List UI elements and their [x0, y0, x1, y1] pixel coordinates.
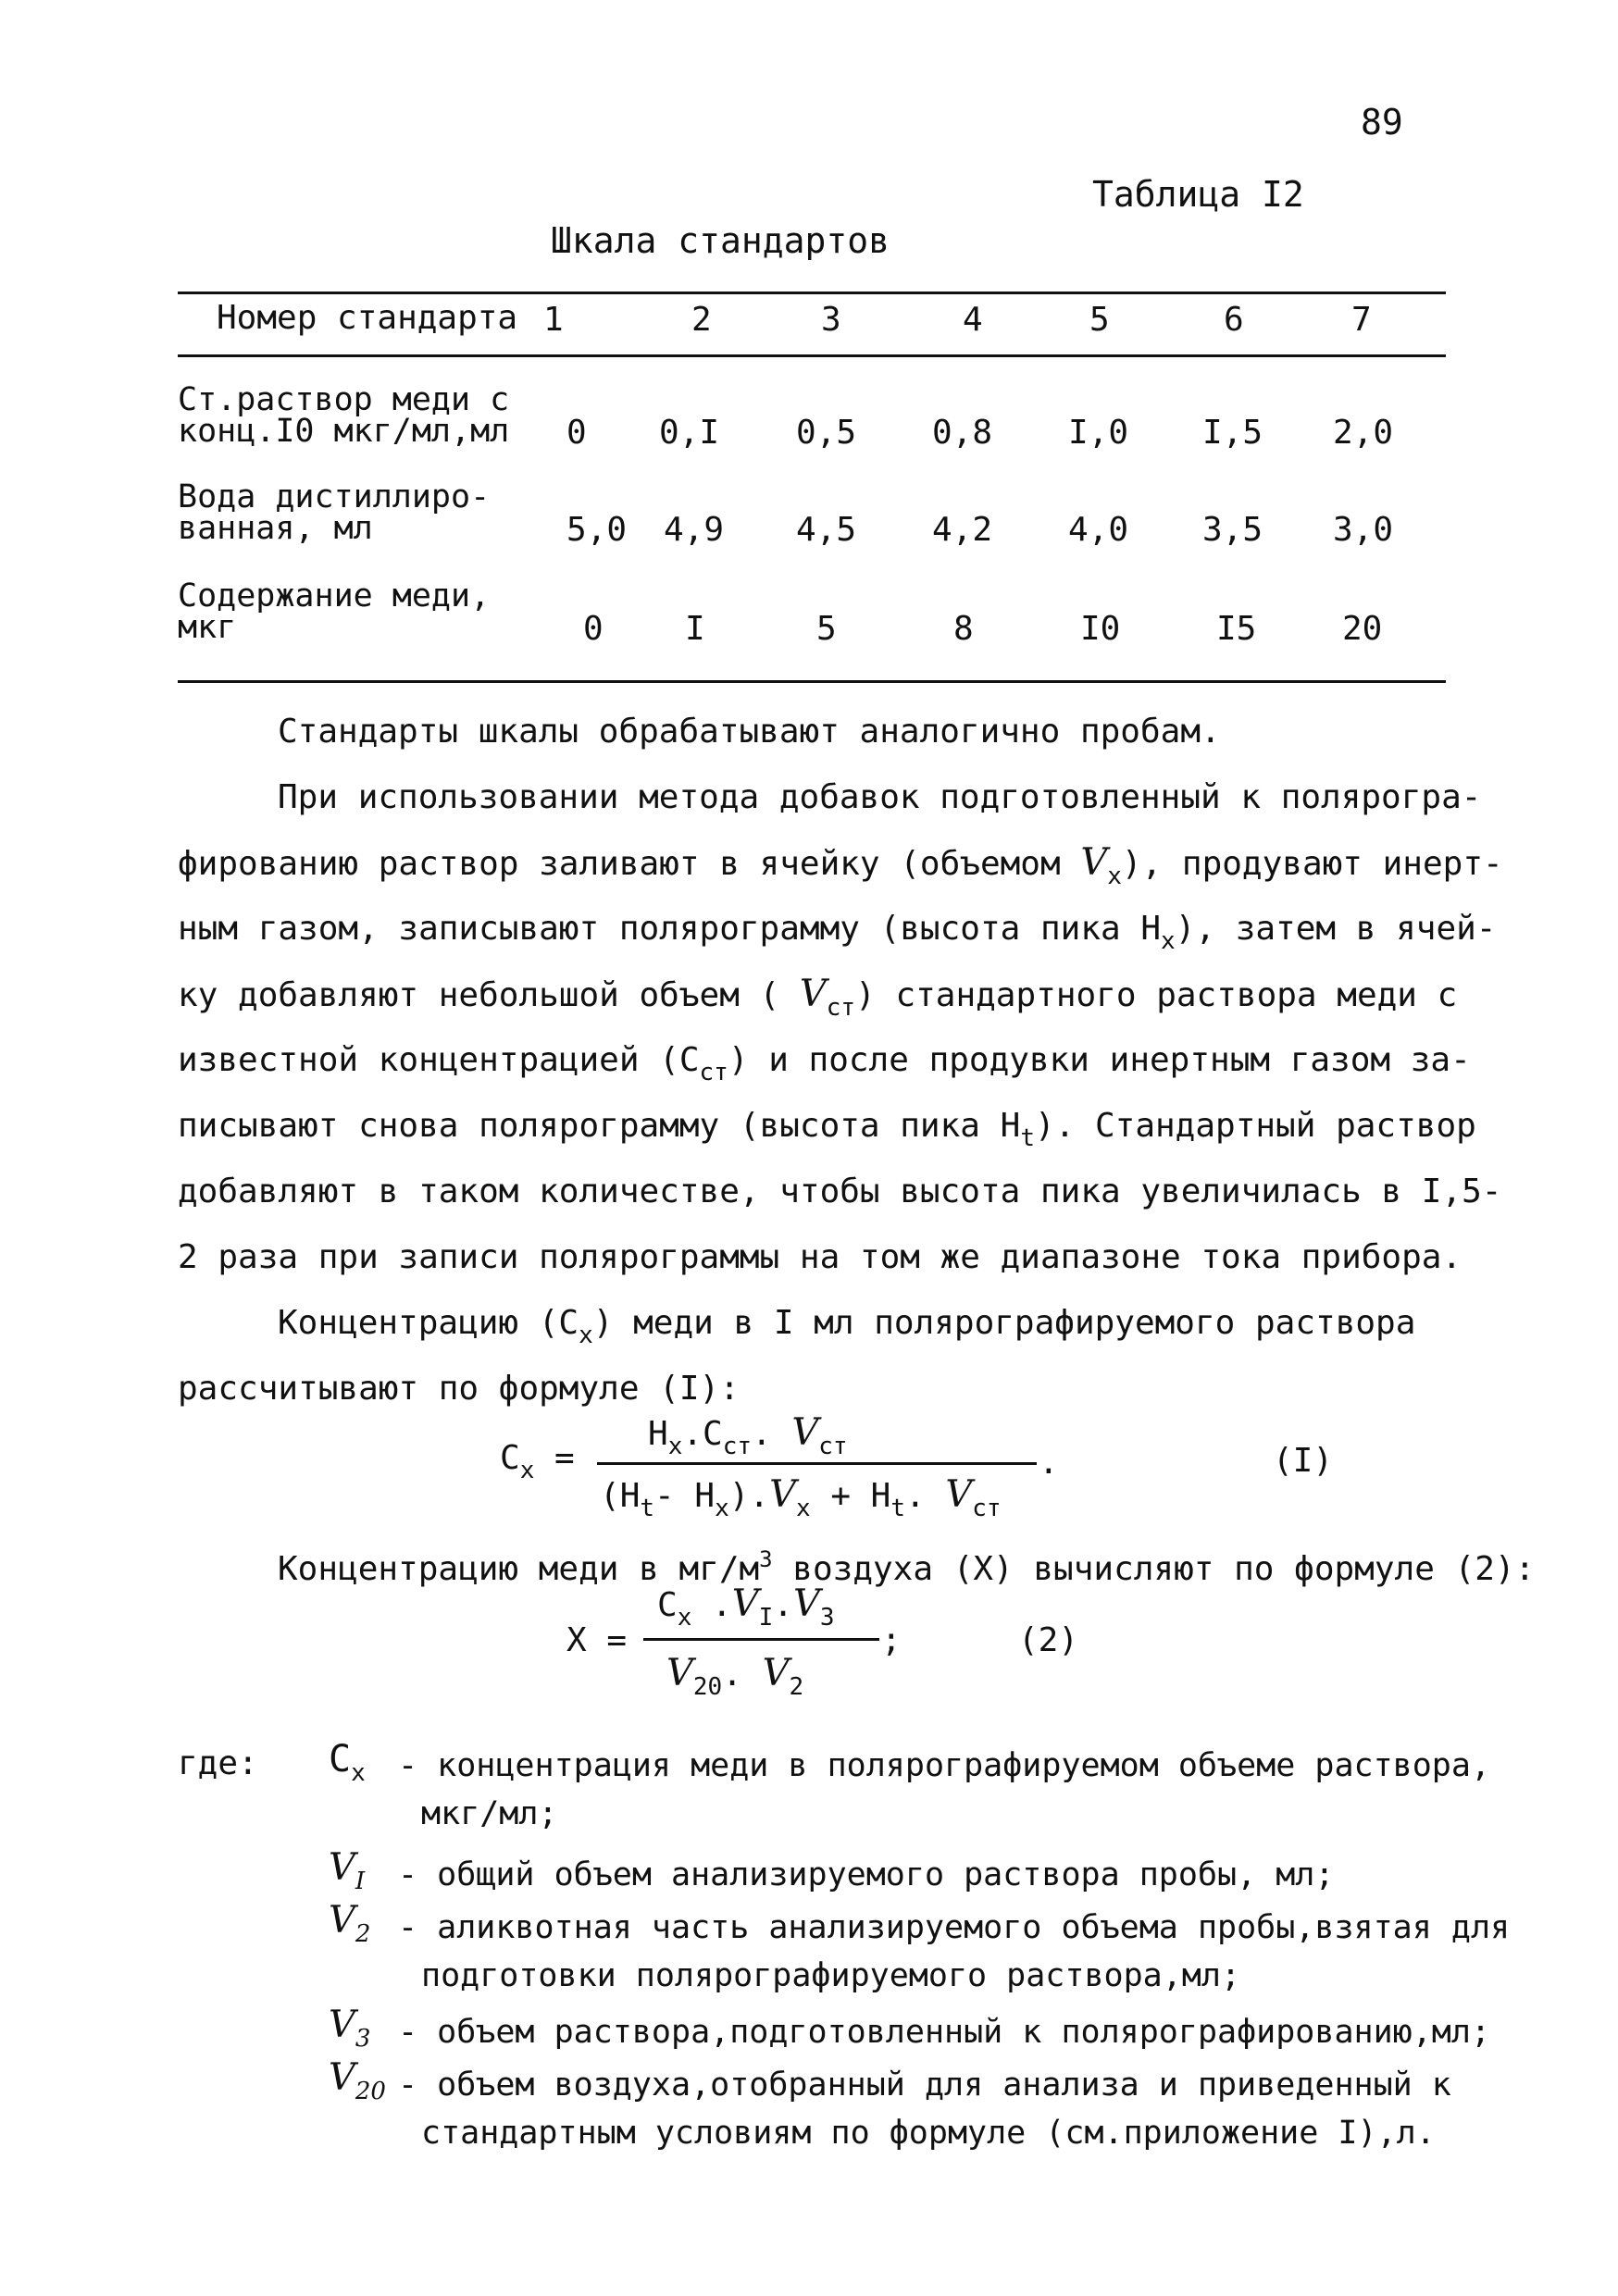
table-bottom-rule — [178, 680, 1446, 683]
table-cell: 5,0 — [566, 511, 628, 549]
formula-1-lhs: $C_x$ = — [500, 1439, 575, 1484]
definition-text: - общий объем анализируемого раствора пробы, мл; — [398, 1856, 1335, 1893]
formula-1-number: (I) — [1273, 1442, 1334, 1480]
paragraph-line: Концентрацию меди в $мг/м^3$ воздуха (X) вычисляют по формуле (2): — [278, 1546, 1536, 1588]
paragraph: Стандарты шкалы обрабатывают аналогично пробам. — [278, 713, 1221, 751]
table-cell: 0,5 — [796, 414, 857, 452]
definition-text: - объем воздуха,отобранный для анализа и приведенный к стандартным условиям по формуле (см.приложение I),л. — [398, 2066, 1451, 2152]
table-cell: 8 — [953, 610, 974, 648]
definition-text: - объем раствора,подготовленный к полярографированию,мл; — [398, 2014, 1491, 2051]
table-cell: 20 — [1342, 610, 1383, 648]
formula-1-fraction-line — [597, 1462, 1037, 1465]
paragraph-line: 2 раза при записи полярограммы на том же диапазоне тока прибора. — [178, 1238, 1462, 1276]
table-cell: I5 — [1216, 610, 1257, 648]
table-header-rule — [178, 354, 1446, 357]
row-label: Ст.раствор меди с конц.I0 мкг/мл,мл — [178, 381, 510, 450]
table-cell: 0 — [583, 610, 604, 648]
table-title: Шкала стандартов — [551, 220, 890, 261]
definition-symbol: $V_2$ — [329, 1899, 371, 1948]
where-label: где: — [178, 1744, 258, 1782]
col-header: 2 — [691, 301, 712, 339]
table-cell: 0,I — [659, 414, 720, 452]
page-number: 89 — [1361, 102, 1403, 143]
paragraph-line: ку добавляют небольшой объем ( $V_{ст}$) стандартного раствора меди с — [178, 973, 1458, 1022]
definition-text: - аликвотная часть анализируемого объема пробы,взятая для подготовки полярографируемого раствора,мл; — [398, 1909, 1511, 1994]
table-cell: 4,2 — [932, 511, 993, 549]
table-cell: 4,9 — [664, 511, 725, 549]
formula-2-number: (2) — [1018, 1621, 1079, 1659]
table-cell: 5 — [816, 610, 837, 648]
table-cell: I — [685, 610, 705, 648]
formula-2-numerator: $C_x$ $.V_I.V_3$ — [657, 1582, 835, 1632]
table-cell: 0 — [566, 414, 587, 452]
row-label: Вода дистиллиро- ванная, мл — [178, 478, 491, 547]
table-cell: I,0 — [1068, 414, 1129, 452]
table-header-label: Номер стандарта — [217, 299, 518, 337]
col-header: 7 — [1351, 301, 1372, 339]
table-cell: 4,5 — [796, 511, 857, 549]
definition-symbol: $C_x$ — [329, 1738, 366, 1787]
formula-2-lhs: X = — [566, 1621, 628, 1659]
paragraph-line: При использовании метода добавок подготовленный к полярогра- — [278, 778, 1482, 816]
row-label: Содержание меди, мкг — [178, 577, 491, 646]
col-header: 4 — [963, 301, 983, 339]
paragraph-line: писывают снова полярограмму (высота пика $H_t$). Стандартный раствор — [178, 1107, 1476, 1152]
definition-symbol: $V_I$ — [329, 1846, 366, 1895]
definition-symbol: $V_3$ — [329, 2004, 371, 2053]
definition-symbol: $V_{20}$ — [329, 2056, 386, 2105]
table-cell: 3,5 — [1202, 511, 1263, 549]
paragraph-line: добавляют в таком количестве, чтобы высота пика увеличилась в I,5- — [178, 1173, 1502, 1210]
formula-1-numerator: $H_x.C_{ст}$. $V_{ст}$ — [648, 1411, 848, 1460]
table-cell: 3,0 — [1333, 511, 1394, 549]
formula-2-denominator: $V_{20}$. $V_2$ — [666, 1652, 804, 1701]
formula-1-denominator: ($H_t-$ $H_x).V_x + H_t$. $V_{ст}$ — [600, 1473, 1002, 1522]
table-cell: 0,8 — [932, 414, 993, 452]
col-header: 6 — [1224, 301, 1244, 339]
table-label: Таблица I2 — [1092, 174, 1304, 215]
col-header: 1 — [543, 301, 564, 339]
table-cell: 4,0 — [1068, 511, 1129, 549]
col-header: 5 — [1089, 301, 1110, 339]
paragraph-line: ным газом, записывают полярограмму (высота пика $H_x$), затем в ячей- — [178, 910, 1497, 955]
table-cell: I,5 — [1202, 414, 1263, 452]
definition-text: - концентрация меди в полярографируемом объеме раствора, мкг/мл; — [398, 1747, 1491, 1832]
paragraph-line: Концентрацию $(C_x)$ меди в I мл полярографируемого раствора — [278, 1304, 1416, 1349]
col-header: 3 — [821, 301, 841, 339]
table-cell: I0 — [1080, 610, 1121, 648]
paragraph-line: известной концентрацией $(C_{ст})$ и после продувки инертным газом за- — [178, 1041, 1471, 1086]
table-cell: 2,0 — [1333, 414, 1394, 452]
paragraph-line: рассчитывают по формуле (I): — [178, 1370, 740, 1408]
paragraph-line: фированию раствор заливают в ячейку (объемом $V_x$), продувают инерт- — [178, 841, 1503, 890]
table-top-rule — [178, 292, 1446, 294]
formula-2-fraction-line — [643, 1638, 879, 1641]
